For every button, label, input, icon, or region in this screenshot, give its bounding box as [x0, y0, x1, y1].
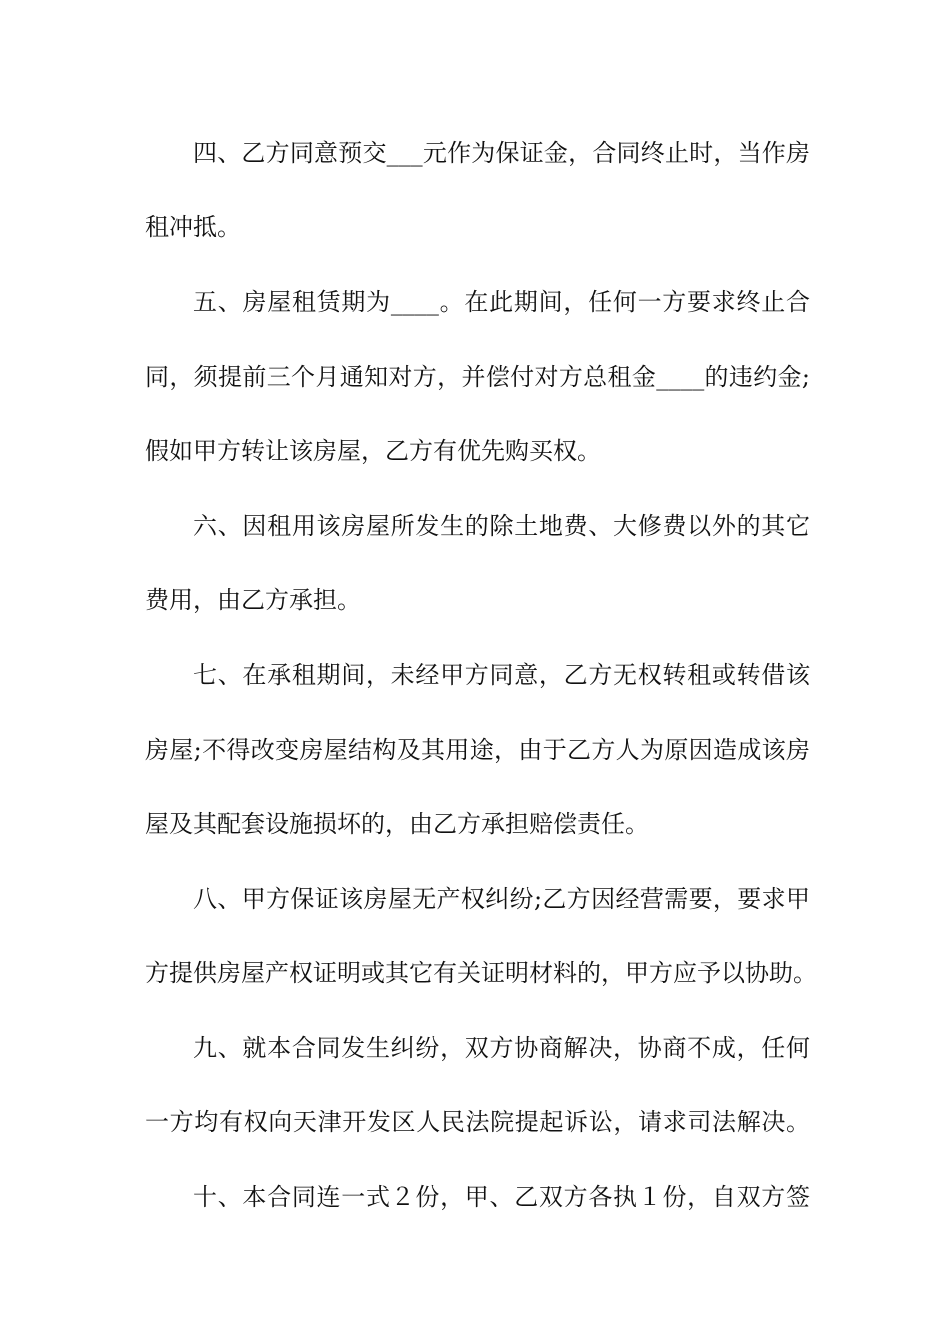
clause-8-line-1: 八、甲方保证该房屋无产权纠纷;乙方因经营需要，要求甲 [193, 885, 810, 913]
clause-5-line-2: 同，须提前三个月通知对方，并偿付对方总租金____的违约金; [145, 363, 810, 391]
clause-6-line-1: 六、因租用该房屋所发生的除土地费、大修费以外的其它 [193, 512, 810, 540]
clause-9-line-1: 九、就本合同发生纠纷，双方协商解决，协商不成，任何 [193, 1034, 810, 1062]
clause-8-line-2: 方提供房屋产权证明或其它有关证明材料的，甲方应予以协助。 [145, 959, 817, 987]
clause-5-line-3: 假如甲方转让该房屋，乙方有优先购买权。 [145, 437, 601, 465]
clause-4-line-2: 租冲抵。 [145, 213, 241, 241]
clause-10-line-1: 十、本合同连一式２份，甲、乙双方各执１份，自双方签 [193, 1183, 810, 1211]
clause-7-line-2: 房屋;不得改变房屋结构及其用途，由于乙方人为原因造成该房 [145, 736, 810, 764]
clause-7-line-1: 七、在承租期间，未经甲方同意，乙方无权转租或转借该 [193, 661, 810, 689]
clause-5-line-1: 五、房屋租赁期为____。在此期间，任何一方要求终止合 [193, 288, 810, 316]
clause-6-line-2: 费用，由乙方承担。 [145, 586, 361, 614]
clause-7-line-3: 屋及其配套设施损坏的，由乙方承担赔偿责任。 [145, 810, 649, 838]
clause-9-line-2: 一方均有权向天津开发区人民法院提起诉讼，请求司法解决。 [145, 1108, 810, 1136]
clause-4-line-1: 四、乙方同意预交___元作为保证金，合同终止时，当作房 [193, 139, 810, 167]
